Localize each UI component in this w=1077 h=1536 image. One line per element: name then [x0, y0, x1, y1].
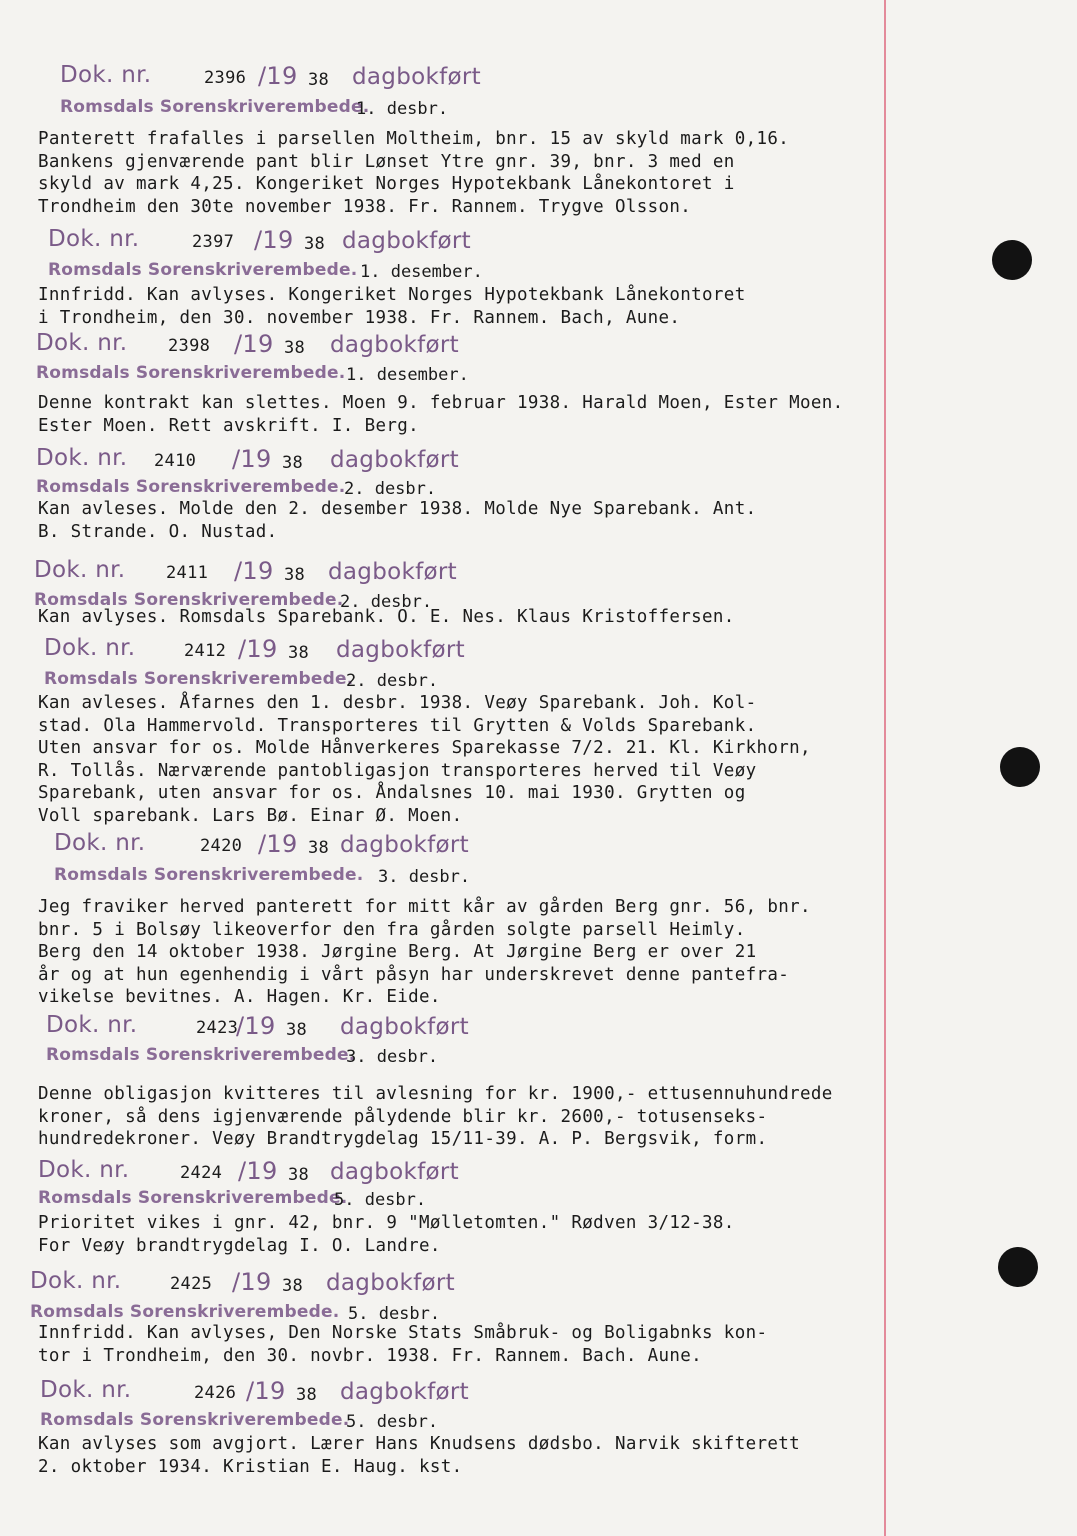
dagbokfort-stamp: dagbokført: [340, 832, 469, 858]
office-stamp: Romsdals Sorenskriverembede.: [60, 97, 370, 117]
office-stamp: Romsdals Sorenskriverembede.: [30, 1302, 340, 1322]
text-line: i Trondheim, den 30. november 1938. Fr. Rannem. Bach, Aune.: [38, 307, 681, 328]
text-line: Denne obligasjon kvitteres til avlesning for kr. 1900,- ettusennuhundrede: [38, 1084, 833, 1104]
document-number: 2425: [170, 1274, 213, 1294]
year-prefix-stamp: /19: [234, 330, 274, 358]
text-line: Trondheim den 30te november 1938. Fr. Rannem. Trygve Olsson.: [38, 196, 692, 217]
entry-date: 5. desbr.: [348, 1304, 441, 1324]
entry-text: [38, 1212, 998, 1257]
dagbokfort-stamp: dagbokført: [342, 228, 471, 254]
text-line: 2. oktober 1934. Kristian E. Haug. kst.: [38, 1456, 463, 1477]
office-stamp: Romsdals Sorenskriverembede.: [40, 1410, 350, 1430]
entry-text: [38, 392, 998, 437]
document-number: 2398: [168, 336, 211, 356]
document-number: 2424: [180, 1163, 223, 1183]
text-line: Denne kontrakt kan slettes. Moen 9. februar 1938. Harald Moen, Ester Moen.: [38, 393, 844, 413]
dok-nr-stamp: Dok. nr.: [60, 62, 152, 88]
year-suffix: 38: [286, 1020, 308, 1040]
dok-nr-stamp: Dok. nr.: [40, 1377, 132, 1403]
text-line: Ester Moen. Rett avskrift. I. Berg.: [38, 415, 420, 436]
dagbokfort-stamp: dagbokført: [330, 447, 459, 473]
document-number: 2426: [194, 1383, 237, 1403]
entry-text: [38, 1433, 998, 1478]
document-number: 2411: [166, 563, 209, 583]
text-line: Kan avleses. Molde den 2. desember 1938. Molde Nye Sparebank. Ant.: [38, 499, 757, 519]
office-stamp: Romsdals Sorenskriverembede.: [36, 477, 346, 497]
entry-date: 5. desbr.: [334, 1190, 427, 1210]
text-line: Kan avlyses som avgjort. Lærer Hans Knudsens dødsbo. Narvik skifterett: [38, 1434, 801, 1454]
text-line: Prioritet vikes i gnr. 42, bnr. 9 "Mølletomten." Rødven 3/12-38.: [38, 1213, 735, 1233]
year-suffix: 38: [288, 1165, 310, 1185]
text-line: år og at hun egenhendig i vårt påsyn har underskrevet denne pantefra-: [38, 964, 790, 985]
office-stamp: Romsdals Sorenskriverembede.: [36, 363, 346, 383]
entry-date: 1. desbr.: [356, 99, 449, 119]
year-prefix-stamp: /19: [238, 1157, 278, 1185]
entry-date: 1. desember.: [360, 262, 483, 282]
dok-nr-stamp: Dok. nr.: [36, 330, 128, 356]
text-line: Innfridd. Kan avlyses, Den Norske Stats Småbruk- og Boligabnks kon-: [38, 1323, 768, 1343]
text-line: skyld av mark 4,25. Kongeriket Norges Hypotekbank Lånekontoret i: [38, 174, 735, 194]
text-line: R. Tollås. Nærværende pantobligasjon transporteres herved til Veøy: [38, 760, 757, 781]
entry-date: 1. desember.: [346, 365, 469, 385]
dok-nr-stamp: Dok. nr.: [36, 445, 128, 471]
text-line: kroner, så dens igjenværende pålydende blir kr. 2600,- totusenseks-: [38, 1106, 768, 1127]
text-line: For Veøy brandtrygdelag I. O. Landre.: [38, 1235, 441, 1256]
year-prefix-stamp: /19: [258, 62, 298, 90]
year-suffix: 38: [304, 234, 326, 254]
entry-text: [38, 1322, 998, 1367]
year-prefix-stamp: /19: [258, 830, 298, 858]
office-stamp: Romsdals Sorenskriverembede.: [54, 865, 364, 885]
entry-date: 2. desbr.: [344, 479, 437, 499]
text-line: stad. Ola Hammervold. Transporteres til Grytten & Volds Sparebank.: [38, 715, 757, 736]
document-number: 2396: [204, 68, 247, 88]
dok-nr-stamp: Dok. nr.: [46, 1012, 138, 1038]
year-suffix: 38: [308, 838, 330, 858]
text-line: vikelse bevitnes. A. Hagen. Kr. Eide.: [38, 987, 441, 1007]
dok-nr-stamp: Dok. nr.: [54, 830, 146, 856]
document-number: 2410: [154, 451, 197, 471]
office-stamp: Romsdals Sorenskriverembede.: [48, 260, 358, 280]
year-prefix-stamp: /19: [236, 1012, 276, 1040]
entry-text: [38, 896, 998, 1009]
text-line: Sparebank, uten ansvar for os. Åndalsnes 10. mai 1930. Grytten og: [38, 783, 746, 803]
dagbokfort-stamp: dagbokført: [340, 1014, 469, 1040]
entry-date: 2. desbr.: [346, 671, 439, 691]
dok-nr-stamp: Dok. nr.: [44, 635, 136, 661]
office-stamp: Romsdals Sorenskriverembede.: [46, 1045, 356, 1065]
year-prefix-stamp: /19: [238, 635, 278, 663]
text-line: Innfridd. Kan avlyses. Kongeriket Norges Hypotekbank Lånekontoret: [38, 285, 746, 305]
dok-nr-stamp: Dok. nr.: [48, 226, 140, 252]
entry-text: [38, 498, 998, 543]
text-line: hundredekroner. Veøy Brandtrygdelag 15/11-39. A. P. Bergsvik, form.: [38, 1129, 768, 1149]
entry-date: 3. desbr.: [346, 1047, 439, 1067]
year-suffix: 38: [282, 1276, 304, 1296]
year-suffix: 38: [288, 643, 310, 663]
dagbokfort-stamp: dagbokført: [330, 1159, 459, 1185]
entry-date: 3. desbr.: [378, 867, 471, 887]
year-prefix-stamp: /19: [246, 1377, 286, 1405]
office-stamp: Romsdals Sorenskriverembede.: [38, 1188, 348, 1208]
year-suffix: 38: [284, 338, 306, 358]
text-line: Kan avlyses. Romsdals Sparebank. O. E. Nes. Klaus Kristoffersen.: [38, 607, 735, 627]
entry-text: [38, 606, 998, 629]
year-suffix: 38: [308, 70, 330, 90]
text-line: B. Strande. O. Nustad.: [38, 521, 278, 542]
entry-date: 5. desbr.: [346, 1412, 439, 1432]
text-line: Uten ansvar for os. Molde Hånverkeres Sparekasse 7/2. 21. Kl. Kirkhorn,: [38, 738, 811, 758]
office-stamp: Romsdals Sorenskriverembede.: [44, 669, 354, 689]
document-number: 2397: [192, 232, 235, 252]
punch-hole: [1000, 747, 1040, 787]
text-line: Berg den 14 oktober 1938. Jørgine Berg. At Jørgine Berg er over 21: [38, 942, 757, 962]
document-number: 2420: [200, 836, 243, 856]
dok-nr-stamp: Dok. nr.: [34, 557, 126, 583]
text-line: bnr. 5 i Bolsøy likeoverfor den fra gården solgte parsell Heimly.: [38, 919, 746, 940]
text-line: Jeg fraviker herved panterett for mitt kår av gården Berg gnr. 56, bnr.: [38, 897, 811, 917]
punch-hole: [992, 240, 1032, 280]
dagbokfort-stamp: dagbokført: [330, 332, 459, 358]
entry-text: [38, 692, 998, 827]
text-line: Panterett frafalles i parsellen Moltheim, bnr. 15 av skyld mark 0,16.: [38, 129, 790, 149]
text-line: Bankens gjenværende pant blir Lønset Ytre gnr. 39, bnr. 3 med en: [38, 151, 735, 172]
year-prefix-stamp: /19: [254, 226, 294, 254]
text-line: tor i Trondheim, den 30. novbr. 1938. Fr. Rannem. Bach. Aune.: [38, 1345, 703, 1366]
year-suffix: 38: [296, 1385, 318, 1405]
entry-text: [38, 128, 998, 218]
dagbokfort-stamp: dagbokført: [336, 637, 465, 663]
document-number: 2412: [184, 641, 227, 661]
dok-nr-stamp: Dok. nr.: [30, 1268, 122, 1294]
dagbokfort-stamp: dagbokført: [326, 1270, 455, 1296]
year-prefix-stamp: /19: [232, 445, 272, 473]
year-suffix: 38: [282, 453, 304, 473]
office-stamp: Romsdals Sorenskriverembede.: [34, 590, 344, 610]
entry-date: 2. desbr.: [340, 592, 433, 612]
punch-hole: [998, 1247, 1038, 1287]
entry-text: [38, 284, 998, 329]
dagbokfort-stamp: dagbokført: [340, 1379, 469, 1405]
dok-nr-stamp: Dok. nr.: [38, 1157, 130, 1183]
entry-text: [38, 1083, 998, 1151]
text-line: Voll sparebank. Lars Bø. Einar Ø. Moen.: [38, 805, 463, 826]
year-prefix-stamp: /19: [232, 1268, 272, 1296]
year-prefix-stamp: /19: [234, 557, 274, 585]
dagbokfort-stamp: dagbokført: [352, 64, 481, 90]
year-suffix: 38: [284, 565, 306, 585]
document-number: 2423: [196, 1018, 239, 1038]
dagbokfort-stamp: dagbokført: [328, 559, 457, 585]
text-line: Kan avleses. Åfarnes den 1. desbr. 1938. Veøy Sparebank. Joh. Kol-: [38, 693, 757, 713]
